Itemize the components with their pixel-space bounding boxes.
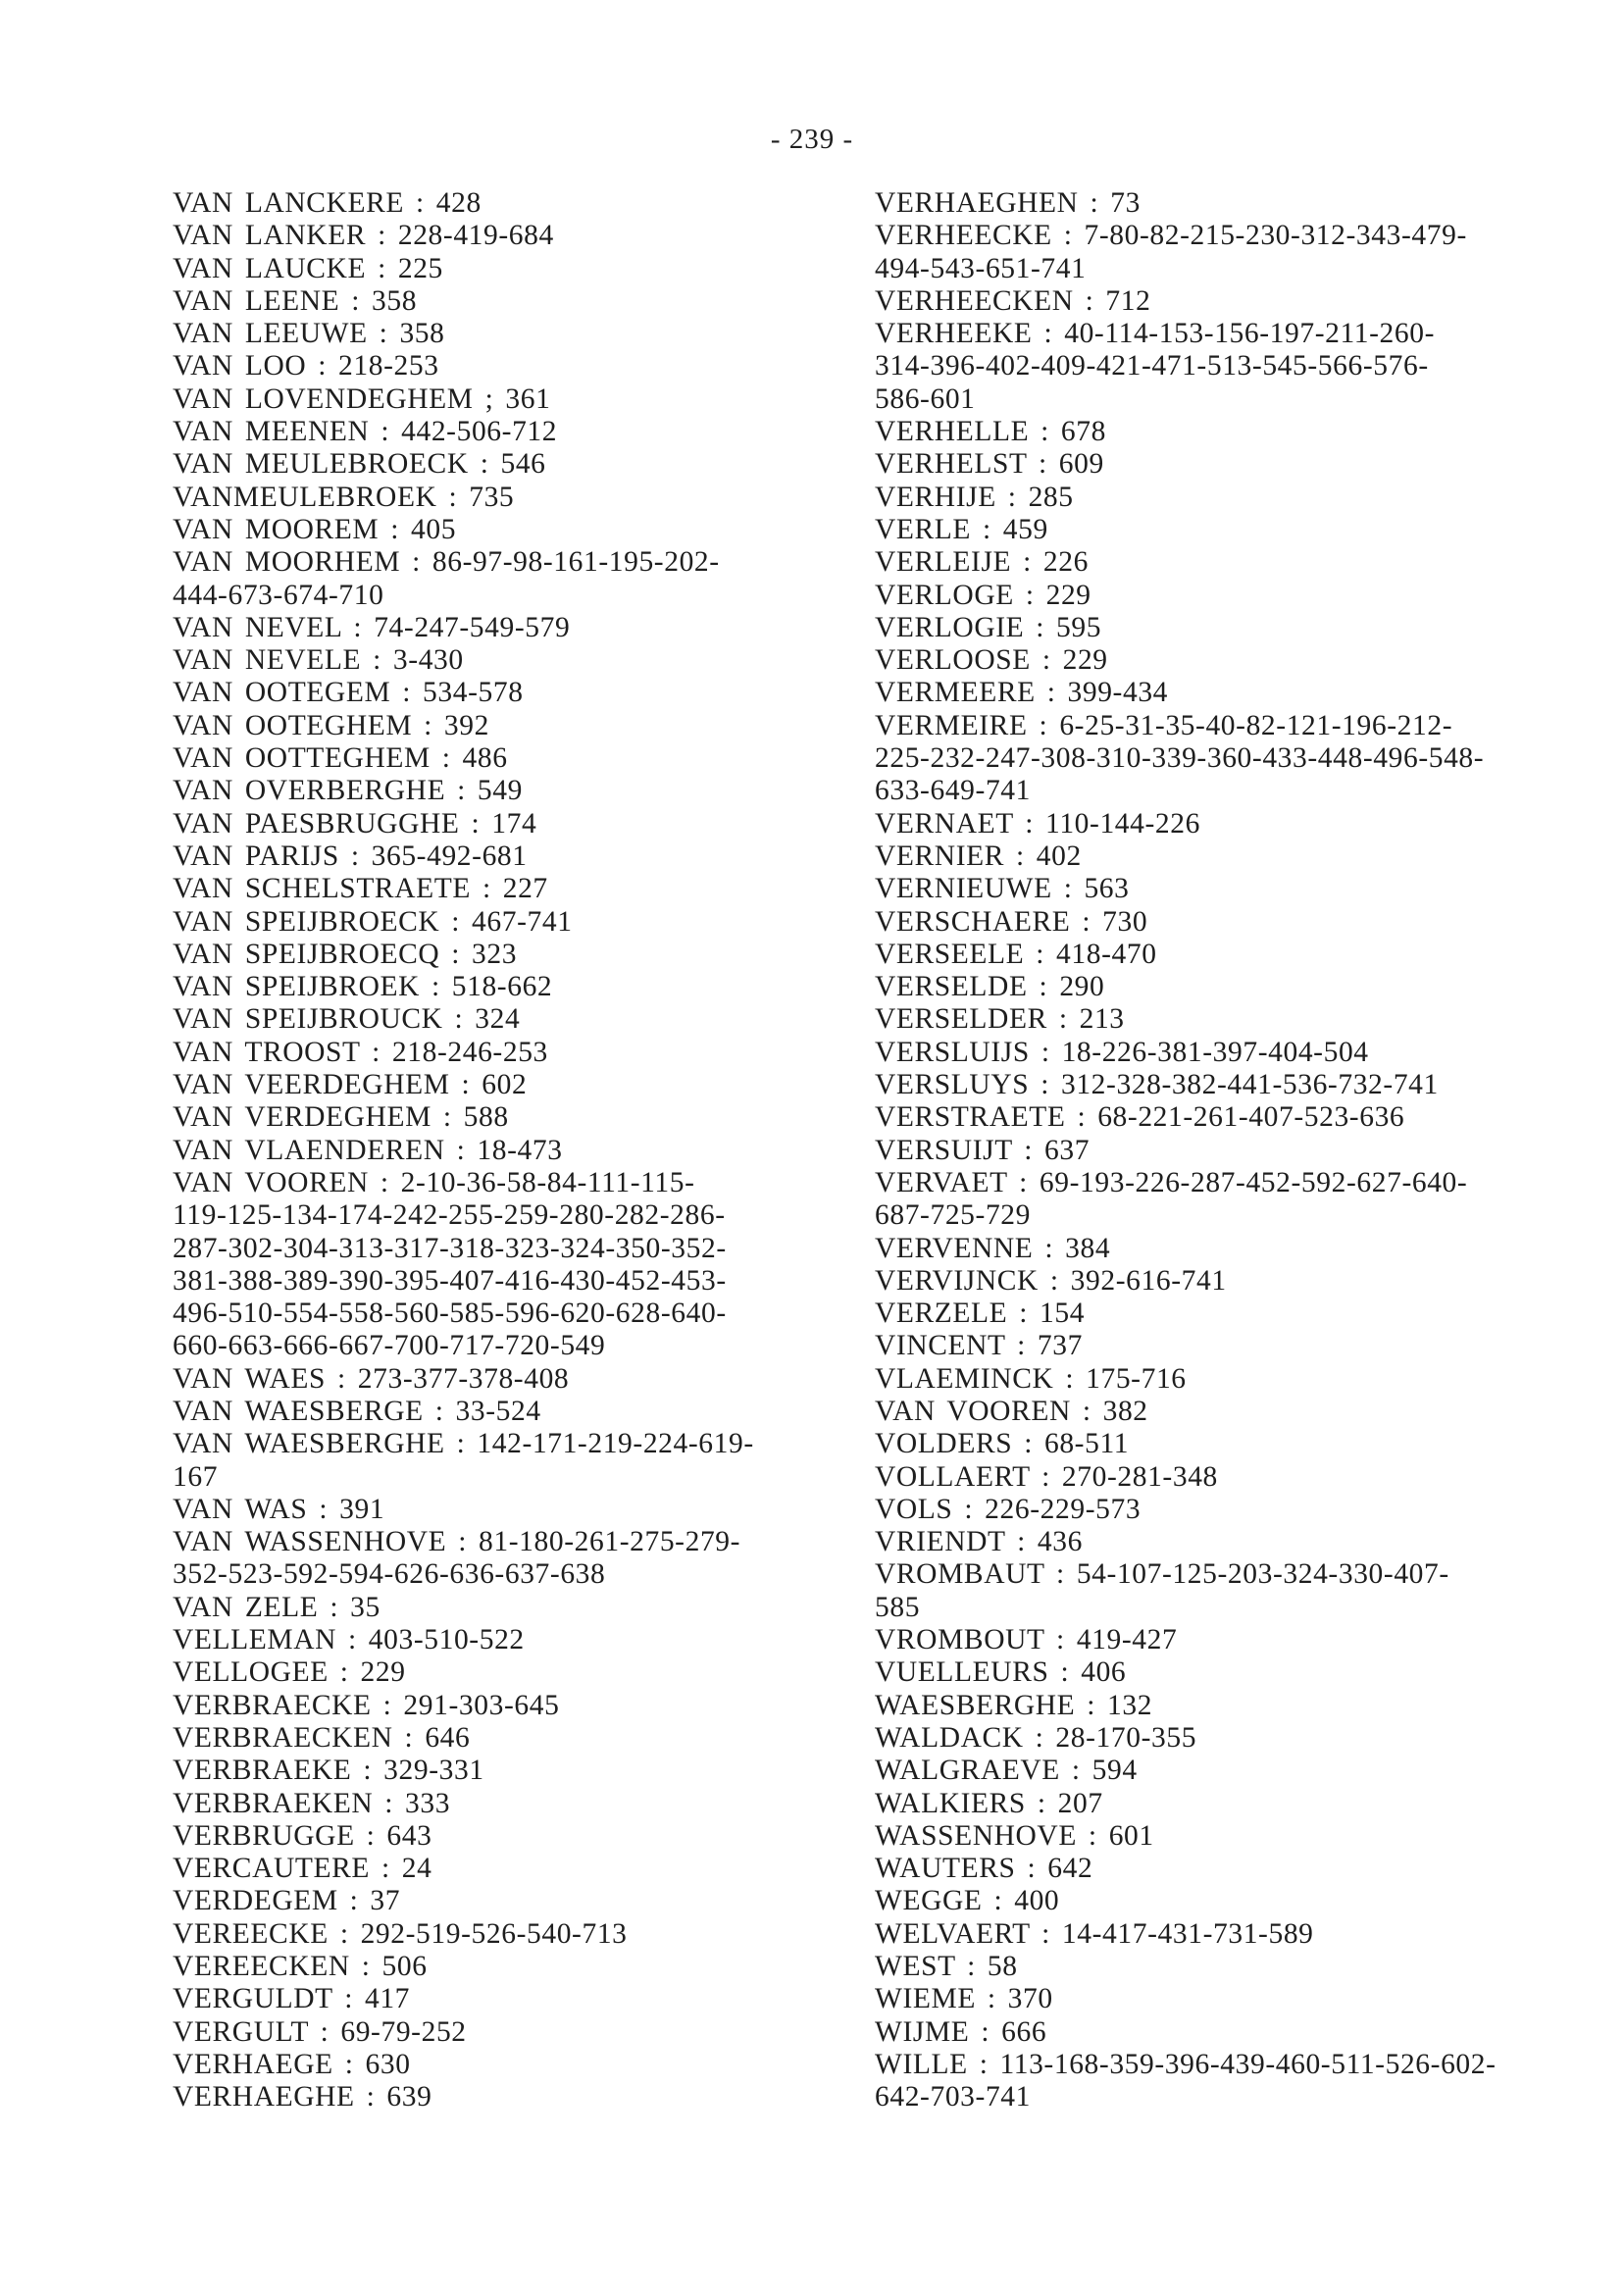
index-entry-line: VAN OOTTEGHEM : 486 [173, 742, 508, 775]
index-entry-line: VAN OOTEGHEM : 392 [173, 709, 489, 741]
index-entry-line: VERSUIJT : 637 [875, 1134, 1091, 1166]
index-entry-line: VAN LANCKERE : 428 [173, 187, 482, 219]
index-entry-line: VERLE : 459 [875, 513, 1048, 545]
index-entry-line: 642-703-741 [875, 2081, 1031, 2113]
index-entry-line: WIEME : 370 [875, 1983, 1053, 2015]
index-entry-line: VERBRAEKEN : 333 [173, 1787, 451, 1819]
index-entry-line: VAN TROOST : 218-246-253 [173, 1036, 548, 1068]
index-entry-line: VAN MEENEN : 442-506-712 [173, 416, 558, 448]
index-entry-line: VAN LOO : 218-253 [173, 350, 439, 382]
index-entry-line: 660-663-666-667-700-717-720-549 [173, 1330, 606, 1362]
index-entry-line: VERLOGE : 229 [875, 579, 1091, 611]
index-entry-line: 494-543-651-741 [875, 252, 1087, 284]
index-entry-line: VEREECKE : 292-519-526-540-713 [173, 1917, 628, 1950]
index-entry-line: VERDEGEM : 37 [173, 1885, 401, 1917]
index-column-right [875, 187, 1581, 2114]
index-entry-line: VAN SPEIJBROECQ : 323 [173, 938, 518, 970]
index-entry-line: VLAEMINCK : 175-716 [875, 1362, 1187, 1395]
index-entry-line: VAN MOOREM : 405 [173, 513, 457, 545]
index-entry-line: VAN OOTEGEM : 534-578 [173, 677, 524, 709]
index-entry-line: VERNIER : 402 [875, 840, 1082, 872]
index-entry-line: VAN ZELE : 35 [173, 1591, 381, 1623]
index-entry-line: 496-510-554-558-560-585-596-620-628-640- [173, 1298, 727, 1330]
index-entry-line: VERHAEGE : 630 [173, 2048, 411, 2080]
index-entry-line: VERHAEGHE : 639 [173, 2081, 432, 2113]
index-entry-line: VAN WAESBERGE : 33-524 [173, 1395, 541, 1427]
index-entry-line: 167 [173, 1460, 219, 1493]
index-entry-line: VAN LEEUWE : 358 [173, 318, 445, 350]
index-entry-line: VERSLUIJS : 18-226-381-397-404-504 [875, 1036, 1369, 1068]
index-entry-line: VAN NEVEL : 74-247-549-579 [173, 611, 571, 643]
index-entry-line: VERNAET : 110-144-226 [875, 807, 1200, 840]
index-entry-line: VERVAET : 69-193-226-287-452-592-627-640- [875, 1166, 1468, 1198]
index-entry-line: VAN VERDEGHEM : 588 [173, 1101, 509, 1134]
index-entry-line: VRIENDT : 436 [875, 1526, 1083, 1558]
index-entry-line: 314-396-402-409-421-471-513-545-566-576- [875, 350, 1429, 382]
index-entry-line: VAN VLAENDEREN : 18-473 [173, 1134, 563, 1166]
index-entry-line: 119-125-134-174-242-255-259-280-282-286- [173, 1199, 726, 1232]
index-entry-line: WAUTERS : 642 [875, 1853, 1093, 1885]
index-entry-line: WALGRAEVE : 594 [875, 1755, 1138, 1787]
index-entry-line: VERHELLE : 678 [875, 416, 1106, 448]
index-entry-line: VELLOGEE : 229 [173, 1656, 406, 1689]
index-entry-line: VAN LEENE : 358 [173, 284, 418, 317]
index-entry-line: 225-232-247-308-310-339-360-433-448-496-548- [875, 742, 1485, 775]
index-entry-line: VAN WAESBERGHE : 142-171-219-224-619- [173, 1428, 754, 1460]
index-entry-line: VERHEEKE : 40-114-153-156-197-211-260- [875, 318, 1435, 350]
index-entry-line: VAN SPEIJBROEK : 518-662 [173, 971, 553, 1003]
index-entry-line: VERNIEUWE : 563 [875, 873, 1130, 905]
index-entry-line: VROMBAUT : 54-107-125-203-324-330-407- [875, 1558, 1449, 1591]
index-entry-line: VAN PARIJS : 365-492-681 [173, 840, 528, 872]
index-entry-line: VAN WAS : 391 [173, 1493, 385, 1525]
index-entry-line: 586-601 [875, 382, 976, 415]
index-entry-line: VERSEELE : 418-470 [875, 938, 1157, 970]
index-entry-line: VAN MOORHEM : 86-97-98-161-195-202- [173, 546, 720, 579]
index-entry-line: VAN PAESBRUGGHE : 174 [173, 807, 537, 840]
index-entry-line: 381-388-389-390-395-407-416-430-452-453- [173, 1264, 727, 1297]
index-entry-line: VERLEIJE : 226 [875, 546, 1089, 579]
index-entry-line: 444-673-674-710 [173, 579, 384, 611]
index-entry-line: VELLEMAN : 403-510-522 [173, 1624, 525, 1656]
index-entry-line: VEREECKEN : 506 [173, 1951, 428, 1983]
index-entry-line: VERHEECKE : 7-80-82-215-230-312-343-479- [875, 220, 1467, 252]
index-entry-line: VAN OVERBERGHE : 549 [173, 775, 523, 807]
index-entry-line: VERHELST : 609 [875, 448, 1104, 481]
index-entry-line: VERHIJE : 285 [875, 481, 1074, 513]
index-entry-line: VOLS : 226-229-573 [875, 1493, 1142, 1525]
index-entry-line: WALDACK : 28-170-355 [875, 1721, 1197, 1754]
index-entry-line: VINCENT : 737 [875, 1330, 1083, 1362]
index-entry-line: 687-725-729 [875, 1199, 1031, 1232]
page-number: - 239 - [770, 124, 854, 155]
index-entry-line: VERSELDER : 213 [875, 1003, 1125, 1036]
index-entry-line: VERMEERE : 399-434 [875, 677, 1169, 709]
index-entry-line: VAN SPEIJBROECK : 467-741 [173, 905, 573, 938]
index-entry-line: WALKIERS : 207 [875, 1787, 1103, 1819]
index-entry-line: VERSLUYS : 312-328-382-441-536-732-741 [875, 1069, 1439, 1101]
index-entry-line: VERBRAEKE : 329-331 [173, 1755, 484, 1787]
index-entry-line: VAN WAES : 273-377-378-408 [173, 1362, 570, 1395]
index-entry-line: WASSENHOVE : 601 [875, 1819, 1154, 1852]
index-entry-line: 585 [875, 1591, 921, 1623]
index-entry-line: VERBRAECKEN : 646 [173, 1721, 471, 1754]
index-entry-line: VANMEULEBROEK : 735 [173, 481, 515, 513]
index-entry-line: VAN VEERDEGHEM : 602 [173, 1069, 528, 1101]
index-entry-line: WILLE : 113-168-359-396-439-460-511-526-602- [875, 2048, 1497, 2080]
index-entry-line: VAN MEULEBROECK : 546 [173, 448, 546, 481]
index-entry-line: VERVIJNCK : 392-616-741 [875, 1264, 1227, 1297]
index-entry-line: WEST : 58 [875, 1951, 1018, 1983]
index-entry-line: WIJME : 666 [875, 2015, 1047, 2048]
index-entry-line: VAN SPEIJBROUCK : 324 [173, 1003, 521, 1036]
index-entry-line: WEGGE : 400 [875, 1885, 1060, 1917]
index-entry-line: VAN LAUCKE : 225 [173, 252, 443, 284]
index-entry-line: VAN LANKER : 228-419-684 [173, 220, 554, 252]
index-entry-line: WELVAERT : 14-417-431-731-589 [875, 1917, 1314, 1950]
index-entry-line: VERSTRAETE : 68-221-261-407-523-636 [875, 1101, 1405, 1134]
index-entry-line: VERBRUGGE : 643 [173, 1819, 432, 1852]
index-entry-line: VERGULDT : 417 [173, 1983, 411, 2015]
index-entry-line: VAN VOOREN : 382 [875, 1395, 1148, 1427]
index-entry-line: WAESBERGHE : 132 [875, 1689, 1153, 1721]
index-entry-line: VAN WASSENHOVE : 81-180-261-275-279- [173, 1526, 741, 1558]
index-entry-line: VAN LOVENDEGHEM ; 361 [173, 382, 551, 415]
index-entry-line: 352-523-592-594-626-636-637-638 [173, 1558, 606, 1591]
index-entry-line: VROMBOUT : 419-427 [875, 1624, 1178, 1656]
index-entry-line: VOLLAERT : 270-281-348 [875, 1460, 1218, 1493]
index-entry-line: VAN SCHELSTRAETE : 227 [173, 873, 548, 905]
index-entry-line: VERVENNE : 384 [875, 1232, 1111, 1264]
index-entry-line: VERHEECKEN : 712 [875, 284, 1151, 317]
index-entry-line: VAN NEVELE : 3-430 [173, 644, 464, 677]
index-entry-line: VERMEIRE : 6-25-31-35-40-82-121-196-212- [875, 709, 1453, 741]
index-entry-line: VUELLEURS : 406 [875, 1656, 1127, 1689]
index-entry-line: VERGULT : 69-79-252 [173, 2015, 467, 2048]
index-entry-line: 633-649-741 [875, 775, 1031, 807]
index-entry-line: VERSCHAERE : 730 [875, 905, 1148, 938]
index-entry-line: VOLDERS : 68-511 [875, 1428, 1130, 1460]
index-entry-line: VERLOGIE : 595 [875, 611, 1102, 643]
index-entry-line: VERHAEGHEN : 73 [875, 187, 1142, 219]
index-entry-line: VERZELE : 154 [875, 1298, 1086, 1330]
index-entry-line: VERBRAECKE : 291-303-645 [173, 1689, 560, 1721]
index-entry-line: VERSELDE : 290 [875, 971, 1105, 1003]
index-entry-line: 287-302-304-313-317-318-323-324-350-352- [173, 1232, 727, 1264]
index-column-left [173, 187, 859, 2114]
index-entry-line: VERLOOSE : 229 [875, 644, 1108, 677]
index-entry-line: VERCAUTERE : 24 [173, 1853, 432, 1885]
index-entry-line: VAN VOOREN : 2-10-36-58-84-111-115- [173, 1166, 695, 1198]
